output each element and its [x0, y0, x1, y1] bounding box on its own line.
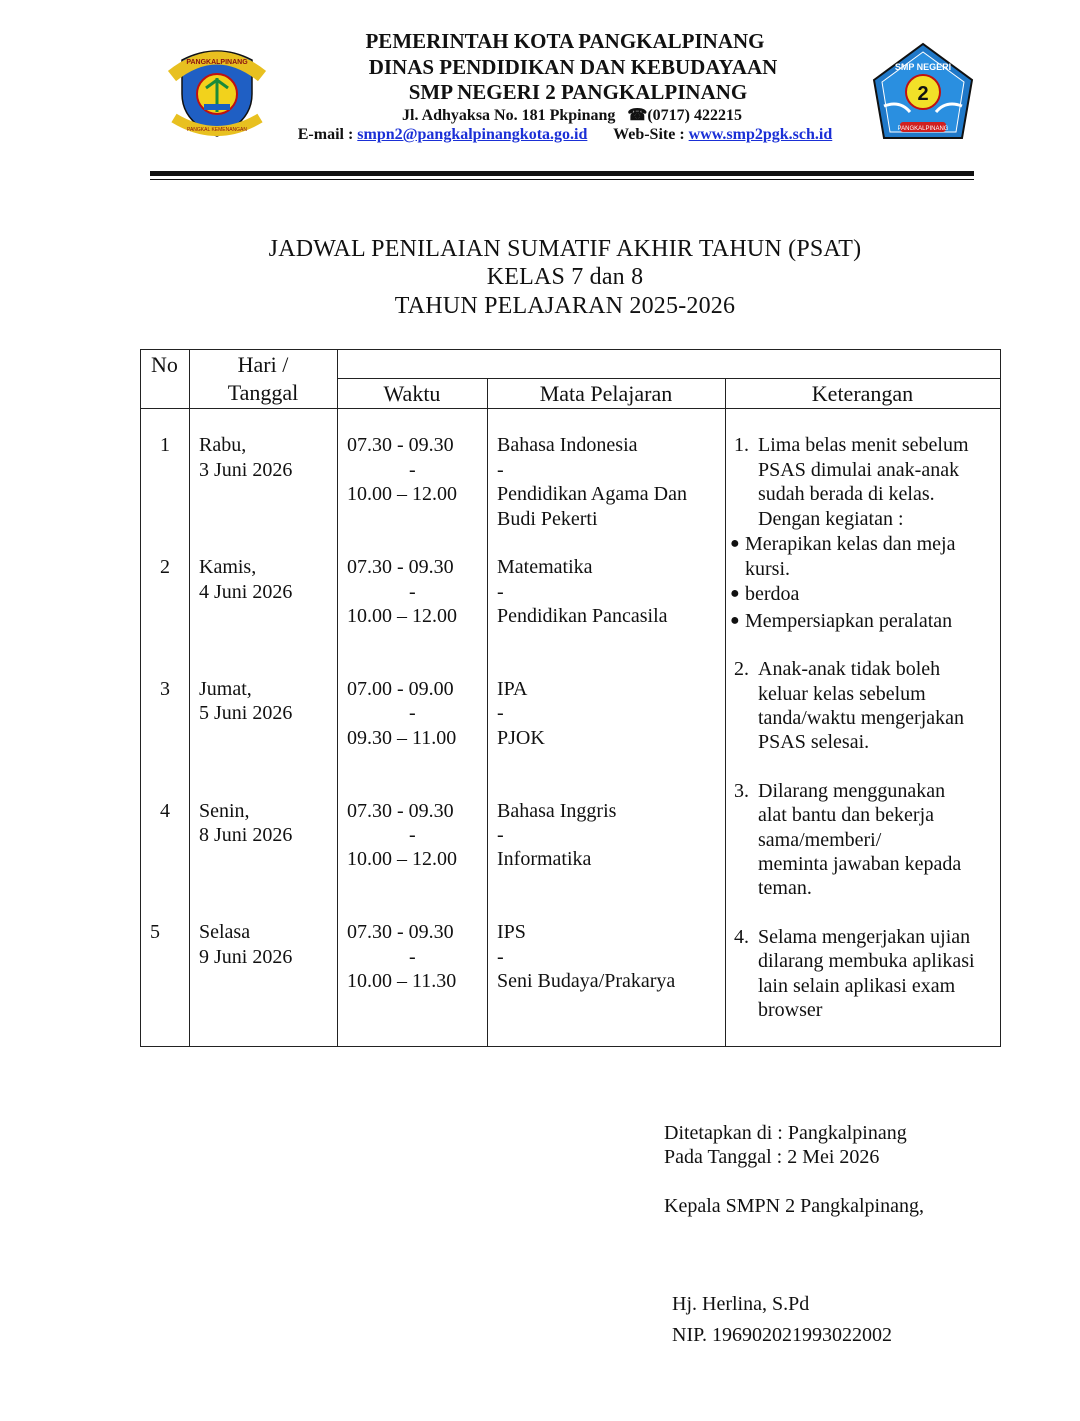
note-3-line: sama/memberi/: [758, 829, 882, 851]
table-border-bottom: [140, 1046, 1001, 1047]
row-time-2: 10.00 – 12.00: [347, 605, 457, 627]
logo-right-number: 2: [917, 83, 929, 105]
row-date: 9 Juni 2026: [199, 946, 293, 968]
school-name: SMP NEGERI 2 PANGKALPINANG: [408, 80, 748, 104]
row-time-1: 07.30 - 09.30: [347, 434, 454, 456]
note-4-line: dilarang membuka aplikasi: [758, 950, 975, 972]
note-1-line: Dengan kegiatan :: [758, 508, 904, 530]
header-waktu: Waktu: [383, 381, 441, 406]
issued-date: Pada Tanggal : 2 Mei 2026: [664, 1146, 880, 1168]
row-date: 8 Juni 2026: [199, 824, 293, 846]
row-time-2: 10.00 – 12.00: [347, 483, 457, 505]
header-rule: [150, 171, 974, 176]
row-subject-3: Budi Pekerti: [497, 508, 598, 530]
col-divider-mapel: [725, 378, 726, 1047]
row-subject-sep: -: [497, 946, 504, 968]
row-day: Selasa: [199, 921, 251, 943]
logo-left-text: PANGKALPINANG: [186, 59, 248, 66]
bullet-icon: ●: [730, 535, 740, 552]
row-time-1: 07.30 - 09.30: [347, 556, 454, 578]
note-3-line: alat bantu dan bekerja: [758, 804, 935, 826]
note-1-line: Lima belas menit sebelum: [758, 434, 969, 456]
row-time-1: 07.30 - 09.30: [347, 921, 454, 943]
row-time-sep: -: [409, 459, 416, 481]
row-date: 5 Juni 2026: [199, 702, 293, 724]
note-4-line: Selama mengerjakan ujian: [758, 926, 971, 948]
note-3-line: Dilarang menggunakan: [758, 780, 946, 802]
title-line-1: JADWAL PENILAIAN SUMATIF AKHIR TAHUN (PSAT): [268, 236, 862, 262]
note-2-line: PSAS selesai.: [758, 731, 870, 753]
col-divider-waktu: [487, 378, 488, 1047]
title-line-2: KELAS 7 dan 8: [486, 264, 644, 290]
note-2-line: tanda/waktu mengerjakan: [758, 707, 965, 729]
gov-name: PEMERINTAH KOTA PANGKALPINANG: [365, 29, 765, 53]
note-number-1: 1.: [734, 434, 749, 456]
row-date: 3 Juni 2026: [199, 459, 293, 481]
table-header-bottom: [140, 408, 1001, 409]
row-subject-sep: -: [497, 702, 504, 724]
header-rule-thin: [150, 179, 974, 180]
row-subject-2: Informatika: [497, 848, 592, 870]
row-subject-sep: -: [497, 824, 504, 846]
logo-right-text: SMP NEGERI: [894, 62, 952, 72]
bullet-line: kursi.: [745, 558, 790, 580]
phone: (0717) 422215: [647, 107, 742, 124]
row-subject-sep: -: [497, 459, 504, 481]
row-no: 5: [150, 921, 160, 943]
header-keterangan: Keterangan: [811, 381, 914, 406]
row-time-sep: -: [409, 824, 416, 846]
note-4-line: browser: [758, 999, 823, 1021]
row-time-sep: -: [409, 946, 416, 968]
row-day: Rabu,: [199, 434, 247, 456]
contact-line: [25, 126, 1080, 144]
table-border-top: [140, 349, 1001, 350]
address: Jl. Adhyaksa No. 181 Pkpinang: [402, 107, 616, 124]
note-2-line: keluar kelas sebelum: [758, 683, 926, 705]
row-subject-1: Matematika: [497, 556, 593, 578]
email-link[interactable]: smpn2@pangkalpinangkota.go.id: [357, 126, 588, 143]
signatory-name: Hj. Herlina, S.Pd: [672, 1293, 810, 1315]
note-number-4: 4.: [734, 926, 749, 948]
note-number-3: 3.: [734, 780, 749, 802]
row-time-2: 10.00 – 11.30: [347, 970, 457, 992]
table-border-left: [140, 349, 141, 1047]
logo-left-motto: PANGKAL KEMENANGAN: [186, 127, 248, 133]
bullet-line: berdoa: [745, 583, 800, 605]
header-tanggal: Tanggal: [227, 380, 299, 405]
row-day: Jumat,: [199, 678, 252, 700]
row-day: Senin,: [199, 800, 250, 822]
row-no: 3: [160, 678, 170, 700]
header-mapel: Mata Pelajaran: [539, 381, 673, 406]
bullet-icon: ●: [730, 585, 740, 602]
row-subject-2: Seni Budaya/Prakarya: [497, 970, 676, 992]
row-subject-sep: -: [497, 581, 504, 603]
issued-place: Ditetapkan di : Pangkalpinang: [664, 1122, 907, 1144]
phone-icon: ☎: [627, 107, 648, 124]
note-number-2: 2.: [734, 658, 749, 680]
web-label: Web-Site :: [613, 126, 685, 143]
signatory-nip: NIP. 196902021993022002: [672, 1324, 893, 1346]
row-subject-2: PJOK: [497, 727, 545, 749]
row-subject-1: Bahasa Inggris: [497, 800, 617, 822]
dept-name: DINAS PENDIDIKAN DAN KEBUDAYAAN: [368, 55, 778, 79]
row-time-1: 07.00 - 09.00: [347, 678, 454, 700]
row-no: 4: [160, 800, 170, 822]
note-4-line: lain selain aplikasi exam: [758, 975, 956, 997]
row-time-2: 10.00 – 12.00: [347, 848, 457, 870]
email-label: E-mail :: [297, 126, 354, 143]
bullet-icon: ●: [730, 612, 740, 629]
note-2-line: Anak-anak tidak boleh: [758, 658, 941, 680]
table-border-right: [1000, 349, 1001, 1047]
web-link[interactable]: www.smp2pgk.sch.id: [688, 126, 833, 143]
header-hari: Hari /: [237, 352, 289, 377]
row-subject-1: Bahasa Indonesia: [497, 434, 638, 456]
row-no: 1: [160, 434, 170, 456]
signatory-position: Kepala SMPN 2 Pangkalpinang,: [664, 1195, 924, 1217]
address-line: [32, 105, 1080, 125]
row-date: 4 Juni 2026: [199, 581, 293, 603]
col-divider-hari: [337, 349, 338, 1047]
row-time-sep: -: [409, 581, 416, 603]
row-no: 2: [160, 556, 170, 578]
title-line-3: TAHUN PELAJARAN 2025-2026: [394, 293, 736, 319]
table-header-sub-line: [337, 378, 1001, 379]
logo-right-city: PANGKALPINANG: [897, 126, 949, 132]
row-time-2: 09.30 – 11.00: [347, 727, 457, 749]
col-divider-no: [189, 349, 190, 1047]
note-1-line: PSAS dimulai anak-anak: [758, 459, 960, 481]
note-1-line: sudah berada di kelas.: [758, 483, 935, 505]
row-subject-2: Pendidikan Pancasila: [497, 605, 668, 627]
row-subject-1: IPS: [497, 921, 526, 943]
row-time-1: 07.30 - 09.30: [347, 800, 454, 822]
note-3-line: meminta jawaban kepada: [758, 853, 962, 875]
row-subject-1: IPA: [497, 678, 528, 700]
row-day: Kamis,: [199, 556, 257, 578]
bullet-line: Merapikan kelas dan meja: [745, 533, 956, 555]
header-no: No: [151, 352, 178, 377]
note-3-line: teman.: [758, 877, 812, 899]
row-subject-2: Pendidikan Agama Dan: [497, 483, 687, 505]
row-time-sep: -: [409, 702, 416, 724]
bullet-line: Mempersiapkan peralatan: [745, 610, 953, 632]
